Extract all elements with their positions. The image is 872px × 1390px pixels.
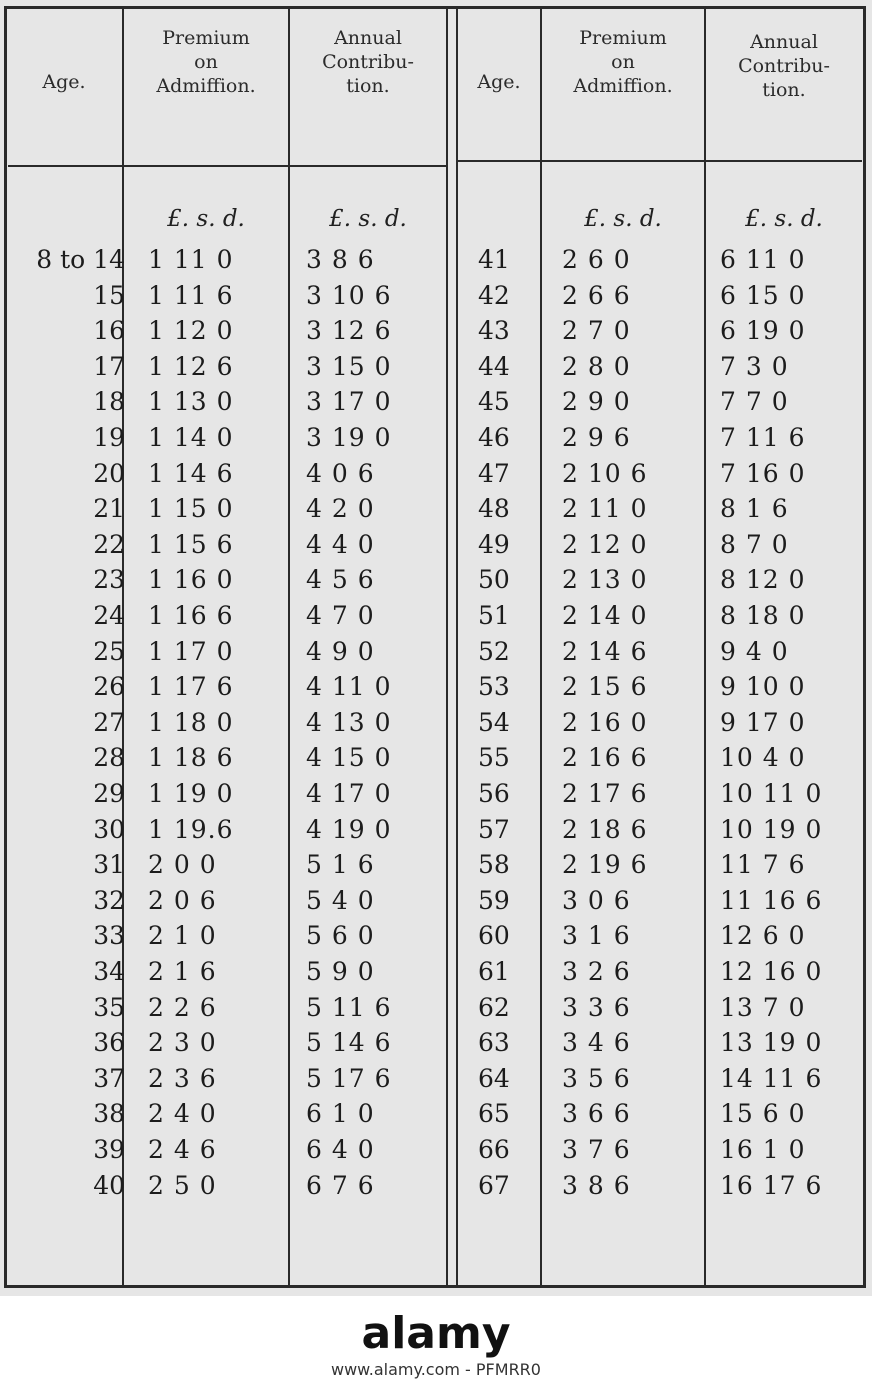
annual-right-cell: 6 15 0 bbox=[720, 280, 806, 310]
premium-left-cell: 2 2 6 bbox=[148, 992, 217, 1022]
premium-left-cell: 1 18 6 bbox=[148, 743, 234, 773]
age-right-cell: 63 bbox=[478, 1028, 510, 1058]
age-right-cell: 44 bbox=[478, 351, 510, 381]
premium-left-cell: 2 3 6 bbox=[148, 1063, 217, 1093]
annual-header-left bbox=[290, 26, 446, 98]
annual-left-cell: 6 4 0 bbox=[306, 1135, 375, 1164]
premium-right-cell: 3 4 6 bbox=[562, 1028, 631, 1058]
annual-left-cell: 4 0 6 bbox=[306, 458, 375, 488]
annual-left-cell: 5 17 6 bbox=[306, 1063, 392, 1093]
premium-right-cell: 3 0 6 bbox=[562, 885, 631, 915]
annual-right-cell: 10 19 0 bbox=[720, 814, 823, 844]
premium-left-cell: 1 12 0 bbox=[148, 316, 234, 346]
annual-left-cell: 5 6 0 bbox=[306, 921, 375, 951]
image-code: www.alamy.com - PFMRR0 bbox=[331, 1360, 541, 1379]
header-line: Premium bbox=[579, 27, 667, 49]
premium-left-cell: 1 15 0 bbox=[148, 494, 234, 524]
header-line: Contribu- bbox=[738, 55, 830, 77]
premium-right-cell: 3 8 6 bbox=[562, 1170, 631, 1200]
premium-right-cell: 2 16 6 bbox=[562, 743, 648, 773]
premium-left-cell: 1 14 0 bbox=[148, 423, 234, 452]
table-row bbox=[0, 669, 872, 705]
table-row bbox=[0, 1168, 872, 1204]
age-right-cell: 57 bbox=[478, 814, 510, 844]
currency-units-right-annual: £. s. d. bbox=[745, 206, 823, 232]
annual-right-cell: 8 12 0 bbox=[720, 565, 806, 595]
premium-left-cell: 2 0 0 bbox=[148, 850, 217, 880]
premium-left-cell: 1 14 6 bbox=[148, 458, 234, 488]
premium-left-cell: 1 19.6 bbox=[148, 814, 234, 844]
age-left-cell: 33 bbox=[93, 921, 125, 951]
age-right-cell: 47 bbox=[478, 458, 510, 488]
annual-right-cell: 12 16 0 bbox=[720, 957, 823, 986]
table-row bbox=[0, 990, 872, 1026]
premium-right-cell: 3 1 6 bbox=[562, 921, 631, 951]
premium-left-cell: 2 1 6 bbox=[148, 957, 217, 986]
age-left-cell: 37 bbox=[93, 1063, 125, 1093]
header-line: Admiffion. bbox=[156, 75, 256, 97]
age-right-cell: 50 bbox=[478, 565, 510, 595]
annual-left-cell: 4 4 0 bbox=[306, 529, 375, 559]
annual-left-cell: 4 2 0 bbox=[306, 494, 375, 524]
annual-right-cell: 8 18 0 bbox=[720, 601, 806, 630]
header-rule bbox=[458, 160, 862, 162]
annual-right-cell: 7 11 6 bbox=[720, 423, 806, 452]
premium-left-cell: 1 12 6 bbox=[148, 351, 234, 381]
premium-right-cell: 3 5 6 bbox=[562, 1063, 631, 1093]
annual-left-cell: 5 14 6 bbox=[306, 1028, 392, 1058]
premium-right-cell: 2 7 0 bbox=[562, 316, 631, 346]
annual-left-cell: 4 7 0 bbox=[306, 601, 375, 630]
premium-left-cell: 1 16 0 bbox=[148, 565, 234, 595]
age-header-right: Age. bbox=[477, 71, 521, 93]
premium-left-cell: 1 16 6 bbox=[148, 601, 234, 630]
age-left-cell: 21 bbox=[93, 494, 125, 524]
table-row bbox=[0, 1025, 872, 1061]
age-right-cell: 51 bbox=[478, 601, 510, 630]
annual-left-cell: 5 11 6 bbox=[306, 992, 392, 1022]
age-left-cell: 35 bbox=[93, 992, 125, 1022]
annual-left-cell: 3 17 0 bbox=[306, 387, 392, 417]
table-row bbox=[0, 384, 872, 420]
annual-right-cell: 7 16 0 bbox=[720, 458, 806, 488]
table-row bbox=[0, 242, 872, 278]
annual-right-cell: 8 7 0 bbox=[720, 529, 789, 559]
premium-right-cell: 2 6 0 bbox=[562, 245, 631, 274]
annual-right-cell: 11 16 6 bbox=[720, 885, 823, 915]
age-left-cell: 32 bbox=[93, 885, 125, 915]
age-left-cell: 15 bbox=[93, 280, 125, 310]
age-right-cell: 66 bbox=[478, 1135, 510, 1164]
age-left-cell: 30 bbox=[93, 814, 125, 844]
premium-right-cell: 3 2 6 bbox=[562, 957, 631, 986]
table-row bbox=[0, 278, 872, 314]
premium-left-cell: 1 15 6 bbox=[148, 529, 234, 559]
currency-units-left-annual: £. s. d. bbox=[329, 206, 407, 232]
age-left-cell: 31 bbox=[93, 850, 125, 880]
age-left-cell: 20 bbox=[93, 458, 125, 488]
annual-left-cell: 3 12 6 bbox=[306, 316, 392, 346]
premium-right-cell: 2 8 0 bbox=[562, 351, 631, 381]
table-row bbox=[0, 1096, 872, 1132]
premium-right-cell: 2 18 6 bbox=[562, 814, 648, 844]
table-row bbox=[0, 812, 872, 848]
premium-right-cell: 2 17 6 bbox=[562, 779, 648, 808]
age-header-left: Age. bbox=[42, 71, 86, 93]
table-row bbox=[0, 562, 872, 598]
premium-right-cell: 2 11 0 bbox=[562, 494, 648, 524]
annual-right-cell: 9 10 0 bbox=[720, 672, 806, 702]
table-row bbox=[0, 1061, 872, 1097]
premium-right-cell: 3 6 6 bbox=[562, 1099, 631, 1129]
premium-right-cell: 2 19 6 bbox=[562, 850, 648, 880]
table-row bbox=[0, 313, 872, 349]
annual-left-cell: 5 4 0 bbox=[306, 885, 375, 915]
age-left-cell: 40 bbox=[93, 1170, 125, 1200]
premium-right-cell: 2 14 6 bbox=[562, 636, 648, 666]
annual-right-cell: 10 11 0 bbox=[720, 779, 823, 808]
header-line: Premium bbox=[162, 27, 250, 49]
annual-right-cell: 13 7 0 bbox=[720, 992, 806, 1022]
premium-left-cell: 2 1 0 bbox=[148, 921, 217, 951]
annual-left-cell: 6 1 0 bbox=[306, 1099, 375, 1129]
age-left-cell: 8 to 14 bbox=[36, 245, 125, 274]
table-row bbox=[0, 598, 872, 634]
age-left-cell: 39 bbox=[93, 1135, 125, 1164]
table-row bbox=[0, 847, 872, 883]
table-row bbox=[0, 491, 872, 527]
annual-left-cell: 4 9 0 bbox=[306, 636, 375, 666]
premium-left-cell: 1 13 0 bbox=[148, 387, 234, 417]
age-left-cell: 23 bbox=[93, 565, 125, 595]
age-left-cell: 24 bbox=[93, 601, 125, 630]
premium-right-cell: 2 13 0 bbox=[562, 565, 648, 595]
age-right-cell: 49 bbox=[478, 529, 510, 559]
annual-left-cell: 4 11 0 bbox=[306, 672, 392, 702]
annual-left-cell: 4 19 0 bbox=[306, 814, 392, 844]
header-line: Annual bbox=[750, 31, 818, 53]
currency-units-right-premium: £. s. d. bbox=[584, 206, 662, 232]
premium-left-cell: 1 17 0 bbox=[148, 636, 234, 666]
age-left-cell: 34 bbox=[93, 957, 125, 986]
header-line: tion. bbox=[346, 75, 390, 97]
premium-left-cell: 2 4 6 bbox=[148, 1135, 217, 1164]
annual-right-cell: 8 1 6 bbox=[720, 494, 789, 524]
table-row bbox=[0, 883, 872, 919]
age-right-cell: 46 bbox=[478, 423, 510, 452]
table-row bbox=[0, 456, 872, 492]
premium-right-cell: 2 12 0 bbox=[562, 529, 648, 559]
age-right-cell: 56 bbox=[478, 779, 510, 808]
age-right-cell: 64 bbox=[478, 1063, 510, 1093]
premium-left-cell: 2 0 6 bbox=[148, 885, 217, 915]
age-right-cell: 41 bbox=[478, 245, 510, 274]
table-row bbox=[0, 705, 872, 741]
age-right-cell: 62 bbox=[478, 992, 510, 1022]
table-row bbox=[0, 740, 872, 776]
premium-right-cell: 2 10 6 bbox=[562, 458, 648, 488]
header-line: Contribu- bbox=[322, 51, 414, 73]
age-right-cell: 42 bbox=[478, 280, 510, 310]
header-line: Admiffion. bbox=[573, 75, 673, 97]
annual-left-cell: 5 1 6 bbox=[306, 850, 375, 880]
age-right-cell: 55 bbox=[478, 743, 510, 773]
age-left-cell: 26 bbox=[93, 672, 125, 702]
table-row bbox=[0, 776, 872, 812]
annual-left-cell: 6 7 6 bbox=[306, 1170, 375, 1200]
age-left-cell: 25 bbox=[93, 636, 125, 666]
premium-right-cell: 3 3 6 bbox=[562, 992, 631, 1022]
age-left-cell: 28 bbox=[93, 743, 125, 773]
annual-right-cell: 13 19 0 bbox=[720, 1028, 823, 1058]
watermark-logo: alamy bbox=[361, 1308, 511, 1359]
age-right-cell: 58 bbox=[478, 850, 510, 880]
age-left-cell: 22 bbox=[93, 529, 125, 559]
table-row bbox=[0, 349, 872, 385]
header-line: on bbox=[194, 51, 218, 73]
header-line: tion. bbox=[762, 79, 806, 101]
annual-right-cell: 10 4 0 bbox=[720, 743, 806, 773]
table-row bbox=[0, 420, 872, 456]
age-right-cell: 45 bbox=[478, 387, 510, 417]
annual-left-cell: 4 5 6 bbox=[306, 565, 375, 595]
annual-right-cell: 9 4 0 bbox=[720, 636, 789, 666]
annual-right-cell: 16 17 6 bbox=[720, 1170, 823, 1200]
age-right-cell: 43 bbox=[478, 316, 510, 346]
annual-right-cell: 7 7 0 bbox=[720, 387, 789, 417]
annual-right-cell: 14 11 6 bbox=[720, 1063, 823, 1093]
annual-right-cell: 6 19 0 bbox=[720, 316, 806, 346]
age-left-cell: 17 bbox=[93, 351, 125, 381]
age-left-cell: 29 bbox=[93, 779, 125, 808]
age-left-cell: 19 bbox=[93, 423, 125, 452]
age-left-cell: 16 bbox=[93, 316, 125, 346]
premium-left-cell: 1 11 0 bbox=[148, 245, 234, 274]
age-right-cell: 54 bbox=[478, 707, 510, 737]
premium-left-cell: 2 5 0 bbox=[148, 1170, 217, 1200]
annual-left-cell: 5 9 0 bbox=[306, 957, 375, 986]
annual-header-right bbox=[706, 30, 862, 102]
age-left-cell: 36 bbox=[93, 1028, 125, 1058]
annual-right-cell: 15 6 0 bbox=[720, 1099, 806, 1129]
premium-right-cell: 3 7 6 bbox=[562, 1135, 631, 1164]
premium-left-cell: 1 18 0 bbox=[148, 707, 234, 737]
age-right-cell: 48 bbox=[478, 494, 510, 524]
age-right-cell: 53 bbox=[478, 672, 510, 702]
header-line: Annual bbox=[334, 27, 402, 49]
table-row bbox=[0, 954, 872, 990]
premium-left-cell: 1 11 6 bbox=[148, 280, 234, 310]
premium-left-cell: 2 4 0 bbox=[148, 1099, 217, 1129]
premium-header-left bbox=[124, 26, 288, 98]
table-row bbox=[0, 527, 872, 563]
annual-left-cell: 3 19 0 bbox=[306, 423, 392, 452]
age-left-cell: 38 bbox=[93, 1099, 125, 1129]
annual-left-cell: 4 15 0 bbox=[306, 743, 392, 773]
currency-units-left-premium: £. s. d. bbox=[167, 206, 245, 232]
premium-right-cell: 2 6 6 bbox=[562, 280, 631, 310]
age-right-cell: 60 bbox=[478, 921, 510, 951]
age-right-cell: 65 bbox=[478, 1099, 510, 1129]
annual-right-cell: 11 7 6 bbox=[720, 850, 806, 880]
annual-right-cell: 9 17 0 bbox=[720, 707, 806, 737]
premium-left-cell: 2 3 0 bbox=[148, 1028, 217, 1058]
premium-left-cell: 1 19 0 bbox=[148, 779, 234, 808]
premium-header-right bbox=[542, 26, 704, 98]
premium-right-cell: 2 15 6 bbox=[562, 672, 648, 702]
annual-left-cell: 3 15 0 bbox=[306, 351, 392, 381]
premium-right-cell: 2 16 0 bbox=[562, 707, 648, 737]
age-right-cell: 52 bbox=[478, 636, 510, 666]
age-right-cell: 59 bbox=[478, 885, 510, 915]
header-rule bbox=[8, 165, 446, 167]
premium-right-cell: 2 9 0 bbox=[562, 387, 631, 417]
age-left-cell: 27 bbox=[93, 707, 125, 737]
annual-right-cell: 16 1 0 bbox=[720, 1135, 806, 1164]
annual-right-cell: 6 11 0 bbox=[720, 245, 806, 274]
table-row bbox=[0, 634, 872, 670]
premium-right-cell: 2 9 6 bbox=[562, 423, 631, 452]
age-right-cell: 67 bbox=[478, 1170, 510, 1200]
table-row bbox=[0, 918, 872, 954]
age-left-cell: 18 bbox=[93, 387, 125, 417]
premium-left-cell: 1 17 6 bbox=[148, 672, 234, 702]
annual-left-cell: 4 13 0 bbox=[306, 707, 392, 737]
header-line: on bbox=[611, 51, 635, 73]
annual-left-cell: 4 17 0 bbox=[306, 779, 392, 808]
annual-right-cell: 7 3 0 bbox=[720, 351, 789, 381]
age-right-cell: 61 bbox=[478, 957, 510, 986]
table-row bbox=[0, 1132, 872, 1168]
premium-right-cell: 2 14 0 bbox=[562, 601, 648, 630]
annual-left-cell: 3 8 6 bbox=[306, 245, 375, 274]
annual-left-cell: 3 10 6 bbox=[306, 280, 392, 310]
annual-right-cell: 12 6 0 bbox=[720, 921, 806, 951]
